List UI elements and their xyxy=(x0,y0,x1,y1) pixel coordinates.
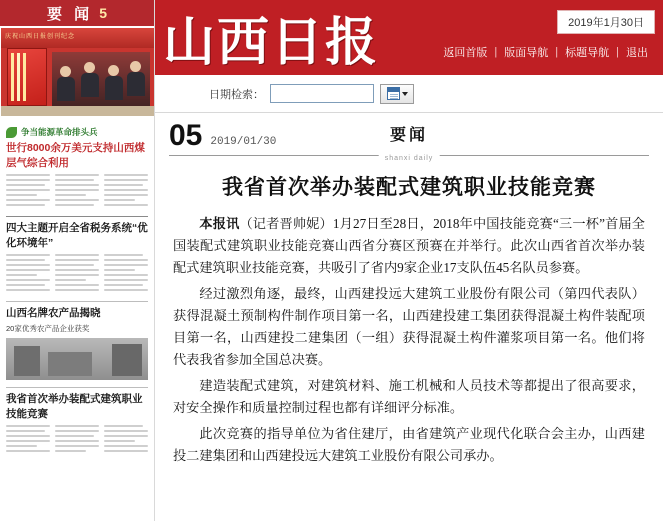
date-search-bar xyxy=(155,75,663,113)
calendar-picker-button[interactable] xyxy=(380,84,414,104)
news-photo-thumbnail[interactable] xyxy=(1,28,154,116)
text-line xyxy=(104,184,143,186)
poster-line-3 xyxy=(23,53,26,101)
text-line xyxy=(104,194,148,196)
article-paragraph-2 xyxy=(173,283,645,371)
header-divider xyxy=(169,155,649,165)
text-line xyxy=(55,450,86,452)
divider xyxy=(6,387,148,388)
text-line xyxy=(104,269,135,271)
left-header-title: 要 闻 xyxy=(47,5,94,23)
paragraph-text: 经过激烈角逐，最终，山西建投远大建筑工业股份有限公司（第四代表队）获得混凝土预制构件制作项目第一名，山西建投建工集团获得混凝土构件装配项目第一名，山西建投二建集团（一组）获得混凝土构件灌浆项目第一名。他们将代表我省参加全国总决赛。 xyxy=(173,286,645,367)
text-line xyxy=(104,264,148,266)
text-line xyxy=(6,184,45,186)
left-news-blocks xyxy=(0,116,154,455)
masthead-date: 2019年1月30日 xyxy=(557,10,655,34)
paragraph-lead: 本报讯 xyxy=(199,216,240,231)
body-col xyxy=(104,254,148,294)
text-line xyxy=(55,199,99,201)
photo-shape xyxy=(14,346,40,376)
text-line xyxy=(6,194,37,196)
body-col xyxy=(6,174,50,209)
text-line xyxy=(55,425,99,427)
article-column xyxy=(155,0,663,521)
headline-1[interactable]: 世行8000余万美元支持山西煤层气综合利用 xyxy=(6,142,145,169)
text-line xyxy=(55,269,99,271)
article-body xyxy=(173,213,645,467)
person-body xyxy=(127,72,145,96)
kicker-text-1: 争当能源革命排头兵 xyxy=(21,127,98,137)
text-line xyxy=(55,254,99,256)
nav-item-page-nav[interactable]: 版面导航 xyxy=(504,47,549,59)
left-news-item-3[interactable] xyxy=(6,306,148,380)
body-col xyxy=(6,254,50,294)
divider-caption: shanxi daily xyxy=(379,155,440,162)
person-head xyxy=(130,61,141,72)
person-head xyxy=(108,65,119,76)
calendar-icon xyxy=(387,87,400,100)
text-line xyxy=(55,440,99,442)
text-line xyxy=(55,184,99,186)
headline-3[interactable]: 山西名牌农产品揭晓 xyxy=(6,307,101,319)
person-head xyxy=(60,66,71,77)
text-line xyxy=(55,204,94,206)
text-line xyxy=(55,179,94,181)
article-paragraph-3 xyxy=(173,375,645,419)
text-line xyxy=(6,204,45,206)
person-body xyxy=(105,76,123,100)
text-line xyxy=(55,279,86,281)
divider xyxy=(6,301,148,302)
section-name: 要闻 xyxy=(389,127,428,144)
body-columns-1 xyxy=(6,174,148,209)
divider xyxy=(6,216,148,217)
date-search-input[interactable] xyxy=(270,84,374,103)
text-line xyxy=(6,440,50,442)
paragraph-text: （记者晋帅妮）1月27日至28日，2018年中国技能竞赛“三一杯”首届全国装配式建筑职业技能竞赛山西省分赛区预赛在并举行。此次山西省首次举办装配式建筑职业技能竞赛，共吸引了省内9家企业17支队伍45名队员参赛。 xyxy=(173,216,645,275)
newspaper-title: 山西日报 xyxy=(163,15,380,72)
text-line xyxy=(6,259,45,261)
photo-floor xyxy=(1,106,154,116)
nav-separator: | xyxy=(616,46,619,58)
text-line xyxy=(6,199,50,201)
text-line xyxy=(104,440,135,442)
text-line xyxy=(55,274,99,276)
text-line xyxy=(6,189,50,191)
left-news-item-4[interactable] xyxy=(6,392,148,455)
paragraph-text: 此次竞赛的指导单位为省住建厅，由省建筑产业现代化联合会主办，山西建投二建集团和山西建投远大建筑工业股份有限公司承办。 xyxy=(173,426,645,463)
text-line xyxy=(55,194,86,196)
article-paragraph-1 xyxy=(173,213,645,279)
headline-4[interactable]: 我省首次举办装配式建筑职业技能竞赛 xyxy=(6,393,143,420)
photo-shape xyxy=(48,352,92,376)
body-col xyxy=(55,254,99,294)
text-line xyxy=(55,259,99,261)
article-header xyxy=(155,113,663,155)
text-line xyxy=(55,435,94,437)
body-col xyxy=(104,425,148,455)
photo-crowd xyxy=(52,52,150,110)
text-line xyxy=(104,425,143,427)
body-col xyxy=(55,174,99,209)
text-line xyxy=(104,189,148,191)
person-body xyxy=(81,73,99,97)
body-columns-2 xyxy=(6,254,148,294)
poster-line-1 xyxy=(11,53,14,101)
text-line xyxy=(104,289,148,291)
left-column-header xyxy=(0,0,154,26)
text-line xyxy=(6,445,37,447)
article-title: 我省首次举办装配式建筑职业技能竞赛 xyxy=(222,175,596,199)
masthead xyxy=(155,0,663,75)
nav-item-exit[interactable]: 退出 xyxy=(626,47,648,59)
text-line xyxy=(6,264,50,266)
text-line xyxy=(6,279,50,281)
text-line xyxy=(104,199,135,201)
text-line xyxy=(6,425,50,427)
page-number: 05 xyxy=(169,119,203,152)
body-col xyxy=(6,425,50,455)
text-line xyxy=(55,174,99,176)
text-line xyxy=(104,435,148,437)
chevron-down-icon xyxy=(402,92,408,96)
photo-banner-text: 庆祝山西日报创刊纪念 xyxy=(5,34,76,40)
text-line xyxy=(6,284,45,286)
text-line xyxy=(104,254,143,256)
person-head xyxy=(84,62,95,73)
left-header-page-number: 5 xyxy=(99,5,107,21)
issue-date: 2019/01/30 xyxy=(210,136,277,148)
photo-shape xyxy=(112,344,142,376)
date-search-label: 日期检索： xyxy=(209,88,264,101)
text-line xyxy=(6,274,37,276)
text-line xyxy=(104,179,148,181)
text-line xyxy=(104,279,148,281)
text-line xyxy=(6,269,50,271)
text-line xyxy=(104,430,148,432)
text-line xyxy=(55,264,94,266)
secondary-photo-thumbnail[interactable] xyxy=(6,338,148,380)
text-line xyxy=(6,450,50,452)
left-news-item-1[interactable] xyxy=(6,126,148,209)
text-line xyxy=(6,179,50,181)
text-line xyxy=(6,430,45,432)
body-col xyxy=(104,174,148,209)
article-paragraph-4 xyxy=(173,423,645,467)
text-line xyxy=(104,284,143,286)
text-line xyxy=(6,435,50,437)
paragraph-text: 建造装配式建筑，对建筑材料、施工机械和人员技术等都提出了很高要求，对安全操作和质量控制过程也都有详细评分标准。 xyxy=(173,378,645,415)
kicker-row-1 xyxy=(6,126,148,138)
text-line xyxy=(55,189,99,191)
nav-item-home[interactable]: 返回首版 xyxy=(443,47,488,59)
person-body xyxy=(57,77,75,101)
text-line xyxy=(55,284,99,286)
text-line xyxy=(55,430,99,432)
text-line xyxy=(104,259,148,261)
text-line xyxy=(104,450,148,452)
body-col xyxy=(55,425,99,455)
text-line xyxy=(104,274,148,276)
text-line xyxy=(104,445,148,447)
nav-separator: | xyxy=(494,46,498,58)
headline-2[interactable]: 四大主题开启全省税务系统“优化环境年” xyxy=(6,222,148,249)
text-line xyxy=(6,174,50,176)
body-columns-4 xyxy=(6,425,148,455)
leaf-icon xyxy=(6,127,17,138)
masthead-nav xyxy=(436,44,655,60)
nav-item-title-nav[interactable]: 标题导航 xyxy=(565,47,610,59)
text-line xyxy=(104,204,148,206)
subheadline-3: 20家优秀农产品企业获奖 xyxy=(6,324,90,333)
text-line xyxy=(6,254,50,256)
nav-separator: | xyxy=(555,46,559,58)
left-page-preview-column xyxy=(0,0,155,521)
text-line xyxy=(55,445,99,447)
poster-line-2 xyxy=(17,53,20,101)
text-line xyxy=(55,289,99,291)
left-news-item-2[interactable] xyxy=(6,221,148,294)
text-line xyxy=(104,174,148,176)
photo-poster xyxy=(7,48,47,106)
text-line xyxy=(6,289,50,291)
